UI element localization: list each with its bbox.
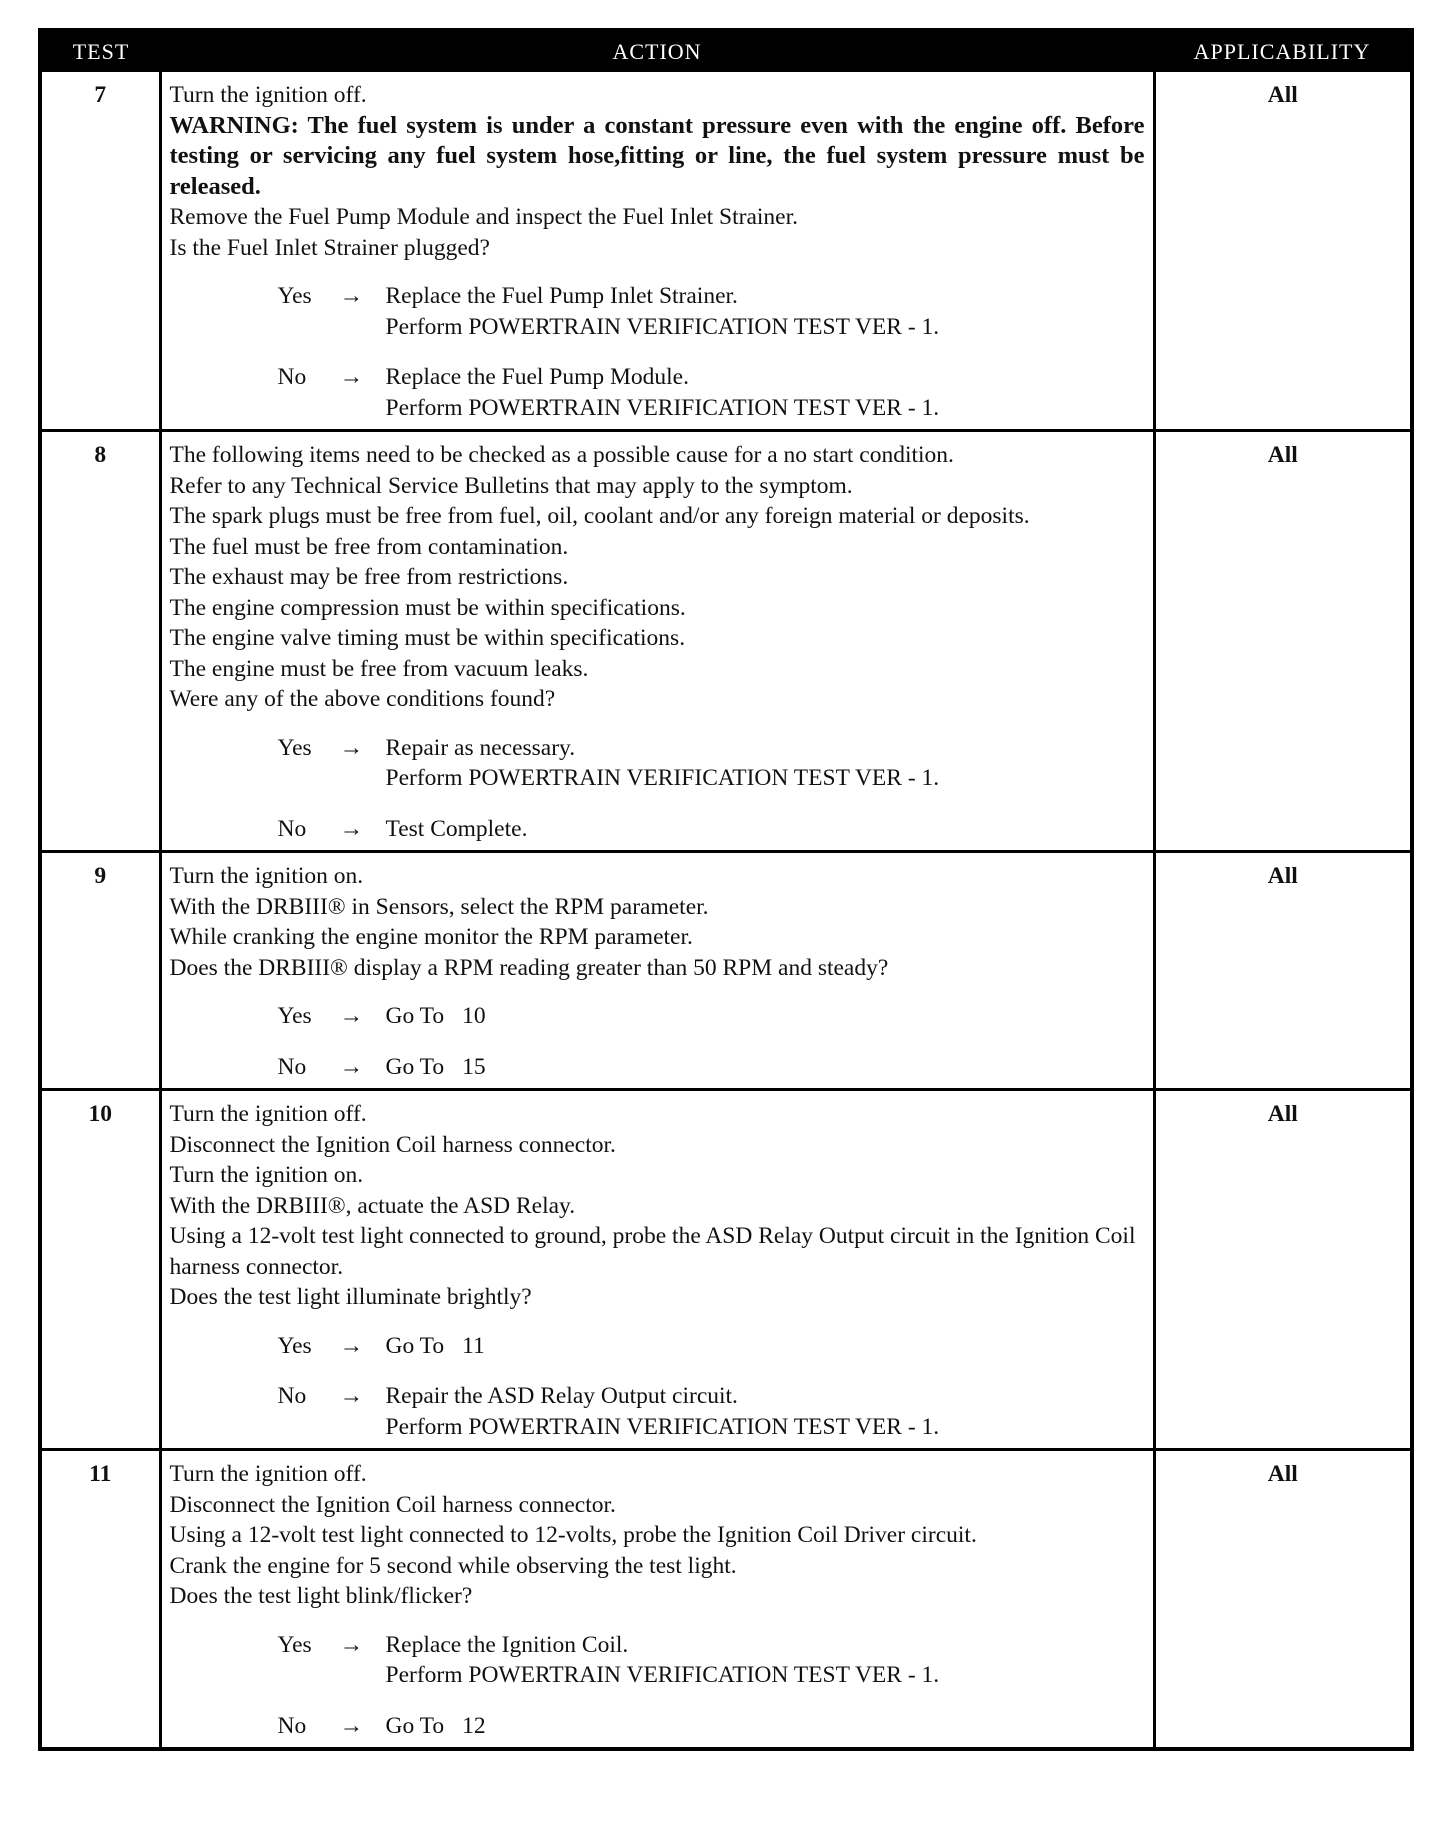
result-steps — [386, 281, 1145, 342]
test-number: 8 — [42, 431, 160, 852]
result-no — [170, 1711, 1145, 1742]
action-line: The exhaust may be free from restrictions. — [169, 564, 569, 590]
action-line: Is the Fuel Inlet Strainer plugged? — [169, 234, 490, 261]
result-no — [170, 1381, 1145, 1442]
test-applicability: All — [1154, 431, 1410, 852]
test-action — [160, 1450, 1154, 1748]
no-label: No — [277, 1053, 307, 1080]
arrow-icon: → — [339, 1332, 363, 1359]
header-action: ACTION — [160, 32, 1154, 72]
action-line: Using a 12-volt test light connected to 12-volts, probe the Ignition Coil Driver circuit. — [169, 1522, 977, 1548]
result-step: Perform POWERTRAIN VERIFICATION TEST VER - 1. — [385, 394, 940, 421]
yes-label: Yes — [277, 1332, 312, 1359]
result-steps — [386, 814, 1145, 845]
result-yes — [170, 1630, 1145, 1691]
diagnostic-test-table — [38, 28, 1414, 1751]
action-line: Disconnect the Ignition Coil harness connector. — [169, 1131, 616, 1158]
result-step: Repair as necessary. — [385, 734, 576, 761]
goto-target: 15 — [462, 1053, 486, 1080]
action-line: Disconnect the Ignition Coil harness connector. — [169, 1491, 616, 1518]
yes-label: Yes — [277, 1003, 312, 1029]
action-line: With the DRBIII®, actuate the ASD Relay. — [169, 1192, 576, 1219]
action-line: The spark plugs must be free from fuel, oil, coolant and/or any foreign material or deposits. — [169, 503, 1030, 529]
action-line: Turn the ignition on. — [169, 863, 364, 889]
goto-step — [386, 1001, 1145, 1032]
action-line: Turn the ignition off. — [169, 82, 367, 108]
goto-step — [386, 1331, 1145, 1362]
result-no — [170, 362, 1145, 423]
action-line: The fuel must be free from contamination. — [169, 533, 569, 560]
goto-step — [386, 1052, 1145, 1083]
goto-label: Go To — [385, 1712, 445, 1739]
result-step: Test Complete. — [385, 815, 528, 842]
result-step: Perform POWERTRAIN VERIFICATION TEST VER - 1. — [385, 1413, 940, 1440]
test-row-7 — [42, 72, 1410, 431]
yes-label: Yes — [277, 734, 312, 761]
test-row-9 — [42, 852, 1410, 1090]
goto-label: Go To — [385, 1332, 445, 1359]
test-number: 11 — [42, 1450, 160, 1748]
result-step: Perform POWERTRAIN VERIFICATION TEST VER - 1. — [385, 313, 940, 340]
arrow-icon: → — [339, 1631, 363, 1658]
table-header — [42, 32, 1410, 72]
arrow-icon: → — [339, 734, 363, 761]
result-step: Repair the ASD Relay Output circuit. — [385, 1383, 738, 1409]
arrow-icon: → — [339, 1003, 363, 1029]
action-line: Does the DRBIII® display a RPM reading greater than 50 RPM and steady? — [169, 954, 889, 981]
action-line: The engine valve timing must be within specifications. — [169, 625, 686, 651]
arrow-icon: → — [339, 283, 363, 309]
action-line: Using a 12-volt test light connected to ground, probe the ASD Relay Output circuit in the Ignition Coil harness connector. — [169, 1223, 1136, 1280]
action-line: Were any of the above conditions found? — [169, 686, 556, 712]
test-action — [160, 72, 1154, 431]
test-applicability: All — [1267, 82, 1298, 108]
test-applicability: All — [1154, 852, 1410, 1090]
result-step: Perform POWERTRAIN VERIFICATION TEST VER - 1. — [385, 1662, 940, 1688]
no-label: No — [277, 364, 307, 390]
result-step: Perform POWERTRAIN VERIFICATION TEST VER - 1. — [385, 765, 940, 791]
yes-label: Yes — [277, 1631, 312, 1658]
action-line: Remove the Fuel Pump Module and inspect the Fuel Inlet Strainer. — [169, 204, 799, 230]
result-steps — [386, 1381, 1145, 1442]
goto-target: 12 — [462, 1712, 486, 1739]
arrow-icon: → — [339, 1712, 363, 1739]
action-line: Does the test light illuminate brightly? — [169, 1284, 532, 1310]
test-applicability: All — [1154, 1090, 1410, 1450]
no-label: No — [277, 1712, 307, 1739]
arrow-icon: → — [339, 364, 363, 390]
result-yes — [170, 1331, 1145, 1362]
result-steps — [386, 1630, 1145, 1691]
test-row-10 — [42, 1090, 1410, 1450]
warning-text: WARNING: The fuel system is under a constant pressure even with the engine off. Before testing or servicing any fuel system hose,fitting or line, the fuel system pressure must be released. — [169, 111, 1145, 200]
yes-label: Yes — [277, 283, 312, 309]
test-action — [160, 431, 1154, 852]
result-step: Replace the Fuel Pump Inlet Strainer. — [385, 283, 738, 309]
goto-label: Go To — [385, 1053, 445, 1080]
action-line: Refer to any Technical Service Bulletins that may apply to the symptom. — [169, 472, 853, 499]
no-label: No — [277, 1383, 307, 1409]
test-applicability: All — [1154, 1450, 1410, 1748]
action-line: The engine compression must be within specifications. — [169, 594, 686, 621]
goto-step — [386, 1711, 1145, 1742]
test-number: 9 — [42, 852, 160, 1090]
action-line: The following items need to be checked as a possible cause for a no start condition. — [169, 442, 954, 468]
goto-target: 10 — [462, 1003, 486, 1029]
result-steps — [386, 733, 1145, 794]
result-yes — [170, 281, 1145, 342]
action-line: The engine must be free from vacuum leaks. — [169, 655, 589, 682]
goto-target: 11 — [462, 1332, 485, 1359]
action-line: While cranking the engine monitor the RPM parameter. — [169, 924, 693, 950]
test-row-11 — [42, 1450, 1410, 1748]
test-action — [160, 852, 1154, 1090]
header-test: TEST — [42, 32, 160, 72]
action-line: Does the test light blink/flicker? — [169, 1583, 473, 1609]
result-steps — [386, 362, 1145, 423]
header-applicability: APPLICABILITY — [1154, 32, 1410, 72]
result-yes — [170, 733, 1145, 794]
arrow-icon: → — [339, 815, 363, 842]
test-row-8 — [42, 431, 1410, 852]
test-action — [160, 1090, 1154, 1450]
no-label: No — [277, 815, 307, 842]
result-step: Replace the Fuel Pump Module. — [385, 364, 689, 390]
arrow-icon: → — [339, 1383, 363, 1409]
result-no — [170, 1052, 1145, 1083]
test-number: 7 — [94, 82, 107, 108]
test-number: 10 — [42, 1090, 160, 1450]
test-table — [42, 32, 1410, 1747]
result-yes — [170, 1001, 1145, 1032]
result-step: Replace the Ignition Coil. — [385, 1631, 629, 1658]
arrow-icon: → — [339, 1053, 363, 1080]
action-line: Turn the ignition off. — [169, 1101, 367, 1127]
action-line: Crank the engine for 5 second while observing the test light. — [169, 1552, 737, 1579]
action-line: With the DRBIII® in Sensors, select the RPM parameter. — [169, 893, 709, 920]
action-line: Turn the ignition on. — [169, 1162, 364, 1188]
result-no — [170, 814, 1145, 845]
goto-label: Go To — [385, 1003, 445, 1029]
action-line: Turn the ignition off. — [169, 1461, 367, 1487]
